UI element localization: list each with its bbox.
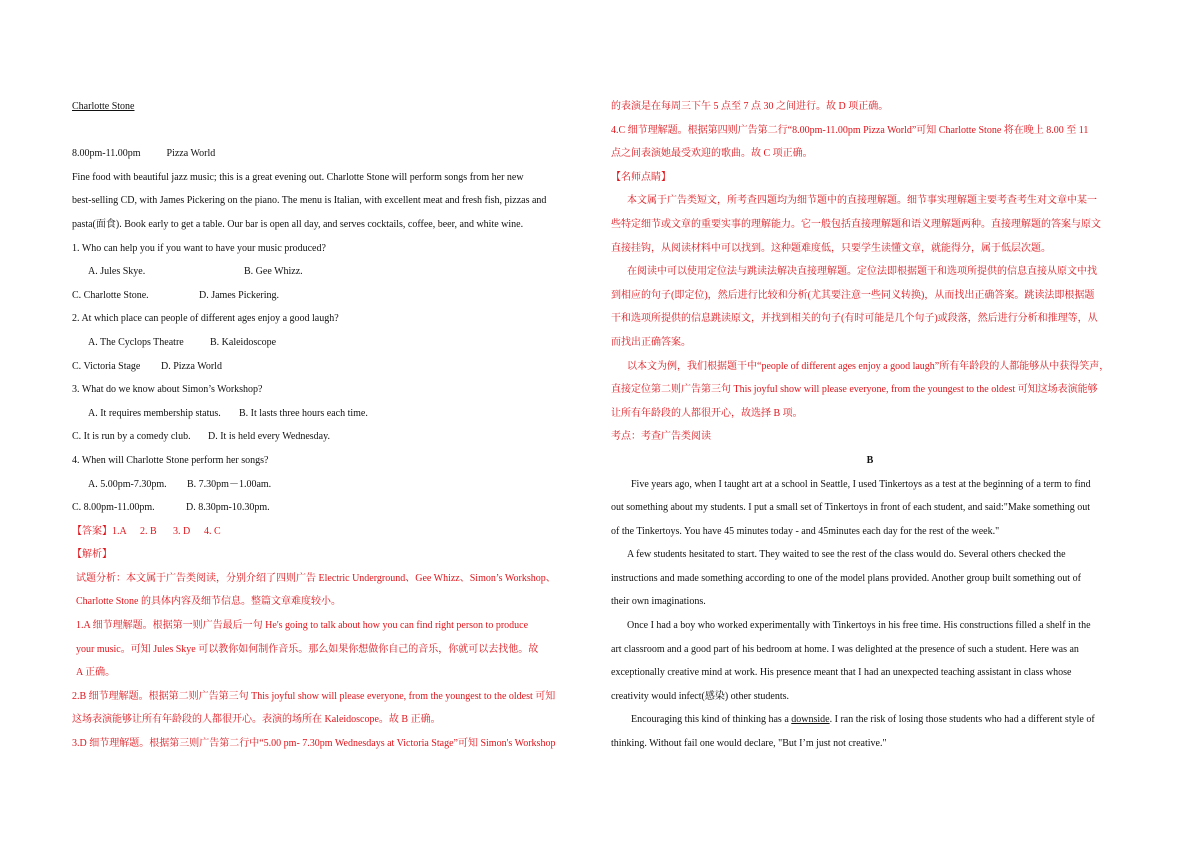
exam-point-line: 考点：考查广告类阅读 <box>611 431 711 443</box>
q2-option-b: B. Kaleidoscope <box>210 336 277 348</box>
passage-line-11-end: . I ran the risk of losing those students who had a different style of <box>829 714 1095 726</box>
ad-para-line-1: Fine food with beautiful jazz music; this is a great evening out. Charlotte Stone will perform songs from her new <box>72 171 524 183</box>
teacher-tip-line-8: 以本文为例，我们根据题干中“people of different ages enjoy a good laugh”所有年龄段的人都能够从中获得笑声， <box>627 360 1110 372</box>
passage-line-3: of the Tinkertoys. You have 45 minutes today - and 45minutes each day for the rest of the week." <box>611 525 1000 537</box>
answer-1: 1.A <box>112 525 127 537</box>
passage-line-1: Five years ago, when I taught art at a school in Seattle, I used Tinkertoys as a test at the beginning of a term to find <box>631 478 1091 490</box>
q1-option-c: C. Charlotte Stone. <box>72 289 149 301</box>
question-4-stem: 4. When will Charlotte Stone perform her songs? <box>72 454 269 466</box>
answer-2: 2. B <box>140 525 157 537</box>
q3-option-b: B. It lasts three hours each time. <box>239 407 368 419</box>
right-column <box>611 95 1129 756</box>
q2-option-c: C. Victoria Stage <box>72 360 141 372</box>
question-1-options-cd <box>72 284 578 308</box>
question-2-stem: 2. At which place can people of different ages enjoy a good laugh? <box>72 313 339 325</box>
teacher-tip-line-9: 直接定位第二则广告第三句 This joyful show will please everyone, from the youngest to the oldest 可知这场表演能够 <box>611 384 1098 396</box>
teacher-tip-line-10: 让所有年龄段的人都很开心，故选择 B 项。 <box>611 407 803 419</box>
passage-line-2: out something about my students. I put a small set of Tinkertoys in front of each student, and said:"Make something out <box>611 502 1091 514</box>
q3-option-a: A. It requires membership status. <box>88 407 221 419</box>
q4-option-c: C. 8.00pm-11.00pm. <box>72 502 155 514</box>
passage-line-4: A few students hesitated to start. They waited to see the rest of the class would do. Several others checked the <box>627 549 1066 561</box>
teacher-tip-label: 【名师点睛】 <box>611 171 671 183</box>
passage-line-9: exceptionally creative mind at work. His presence meant that I had an unexpected teaching assistant in class whose <box>611 667 1072 679</box>
analysis-label: 【解析】 <box>72 549 112 561</box>
answer-4: 4. C <box>204 525 221 537</box>
teacher-tip-line-7: 而找出正确答案。 <box>611 336 691 348</box>
q2-option-a: A. The Cyclops Theatre <box>88 336 184 348</box>
ad-time: 8.00pm-11.00pm <box>72 148 141 160</box>
analysis-line-6: 2.B 细节理解题。根据第二则广告第三句 This joyful show will please everyone, from the youngest to the oldest 可知 <box>72 690 556 702</box>
question-4-options-ab <box>72 473 578 497</box>
question-3-options-ab <box>72 402 578 426</box>
teacher-tip-line-1: 本文属于广告类短文，所考查四题均为细节题中的直接理解题。细节事实理解题主要考查考生对文章中某一 <box>627 195 1097 207</box>
teacher-tip-line-3: 直接挂钩，从阅读材料中可以找到。这种题难度低，只要学生读懂文章，就能得分，属于低层次题。 <box>611 242 1051 254</box>
ad-title: Charlotte Stone <box>72 101 135 112</box>
teacher-tip-line-4: 在阅读中可以使用定位法与跳读法解决直接理解题。定位法即根据题干和选项所提供的信息直接从原文中找 <box>627 266 1097 278</box>
analysis-line-3: 1.A 细节理解题。根据第一则广告最后一句 He's going to talk about how you can find right person to produce <box>76 620 529 632</box>
teacher-tip-line-5: 到相应的句子(即定位)，然后进行比较和分析(尤其要注意一些同义转换)，从而找出正确答案。跳读法即根据题 <box>611 289 1095 301</box>
q3-option-d: D. It is held every Wednesday. <box>208 431 330 443</box>
ad-para-line-3: pasta(面食). Book early to get a table. Our bar is open all day, and serves cocktails, coffee, beer, and white wine. <box>72 218 524 230</box>
q1-option-b: B. Gee Whizz. <box>244 266 303 278</box>
q3-option-c: C. It is run by a comedy club. <box>72 431 191 443</box>
section-heading: B <box>866 454 874 466</box>
answer-label: 【答案】 <box>72 525 112 537</box>
explanation-line-2: 4.C 细节理解题。根据第四则广告第二行“8.00pm-11.00pm Pizza World”可知 Charlotte Stone 将在晚上 8.00 至 11 <box>611 124 1089 136</box>
passage-line-6: their own imaginations. <box>611 596 706 608</box>
question-4-options-cd <box>72 496 578 520</box>
passage-line-12: thinking. Without fail one would declare, "But I’m just not creative." <box>611 738 887 750</box>
passage-line-8: art classroom and a good part of his bedroom at home. I was delighted at the presence of such a student. Here was an <box>611 643 1079 655</box>
underlined-word: downside <box>791 714 830 726</box>
q4-option-d: D. 8.30pm-10.30pm. <box>186 502 270 514</box>
passage-line-7: Once I had a boy who worked experimentally with Tinkertoys in his free time. His constructions filled a shelf in the <box>627 620 1091 632</box>
passage-line-5: instructions and made something according to one of the model plans provided. Another group built something out of <box>611 572 1081 584</box>
question-3-options-cd <box>72 425 578 449</box>
analysis-line-7: 这场表演能够让所有年龄段的人都很开心。表演的场所在 Kaleidoscope。故 B 正确。 <box>72 714 441 726</box>
question-2-options-cd <box>72 355 578 379</box>
answer-line <box>72 520 578 544</box>
explanation-line-1: 的表演是在每周三下午 5 点至 7 点 30 之间进行。故 D 项正确。 <box>611 101 889 112</box>
left-column <box>72 95 578 756</box>
explanation-line-3: 点之间表演她最受欢迎的歌曲。故 C 项正确。 <box>611 148 813 160</box>
q4-option-b: B. 7.30pm－1.00am. <box>187 478 272 490</box>
q1-option-d: D. James Pickering. <box>199 289 279 301</box>
q2-option-d: D. Pizza World <box>161 360 222 372</box>
analysis-line-5: A 正确。 <box>76 667 116 679</box>
question-1-stem: 1. Who can help you if you want to have your music produced? <box>72 242 326 254</box>
ad-time-line <box>72 142 578 166</box>
passage-line-11-start: Encouraging this kind of thinking has a <box>631 714 792 726</box>
teacher-tip-line-2: 些特定细节或文章的重要实事的理解能力。它一般包括直接理解题和语义理解题两种。直接理解题的答案与原文 <box>611 218 1101 230</box>
passage-line-11 <box>611 708 1129 732</box>
q4-option-a: A. 5.00pm-7.30pm. <box>88 478 167 490</box>
question-3-stem: 3. What do we know about Simon’s Workshop? <box>72 384 263 396</box>
analysis-line-1: 试题分析：本文属于广告类阅读，分别介绍了四则广告 Electric Underground、Gee Whizz、Simon’s Workshop、 <box>76 572 556 584</box>
analysis-line-4: your music。可知 Jules Skye 可以教你如何制作音乐。那么如果你想做你自己的音乐，你就可以去找他。故 <box>76 643 539 655</box>
question-1-options-ab <box>72 260 578 284</box>
analysis-line-8: 3.D 细节理解题。根据第三则广告第二行中“5.00 pm- 7.30pm Wednesdays at Victoria Stage”可知 Simon's Workshop <box>72 738 556 750</box>
question-2-options-ab <box>72 331 578 355</box>
teacher-tip-line-6: 干和选项所提供的信息跳读原文，并找到相关的句子(有时可能是几个句子)或段落，然后进行分析和推理等，从 <box>611 313 1098 325</box>
ad-para-line-2: best-selling CD, with James Pickering on the piano. The menu is Italian, with excellent meat and fresh fish, pizzas and <box>72 195 547 207</box>
passage-line-10: creativity would infect(感染) other students. <box>611 690 790 702</box>
analysis-line-2: Charlotte Stone 的具体内容及细节信息。整篇文章难度较小。 <box>76 596 341 608</box>
ad-place: Pizza World <box>166 148 216 160</box>
q1-option-a: A. Jules Skye. <box>88 266 146 278</box>
answer-3: 3. D <box>173 525 191 537</box>
